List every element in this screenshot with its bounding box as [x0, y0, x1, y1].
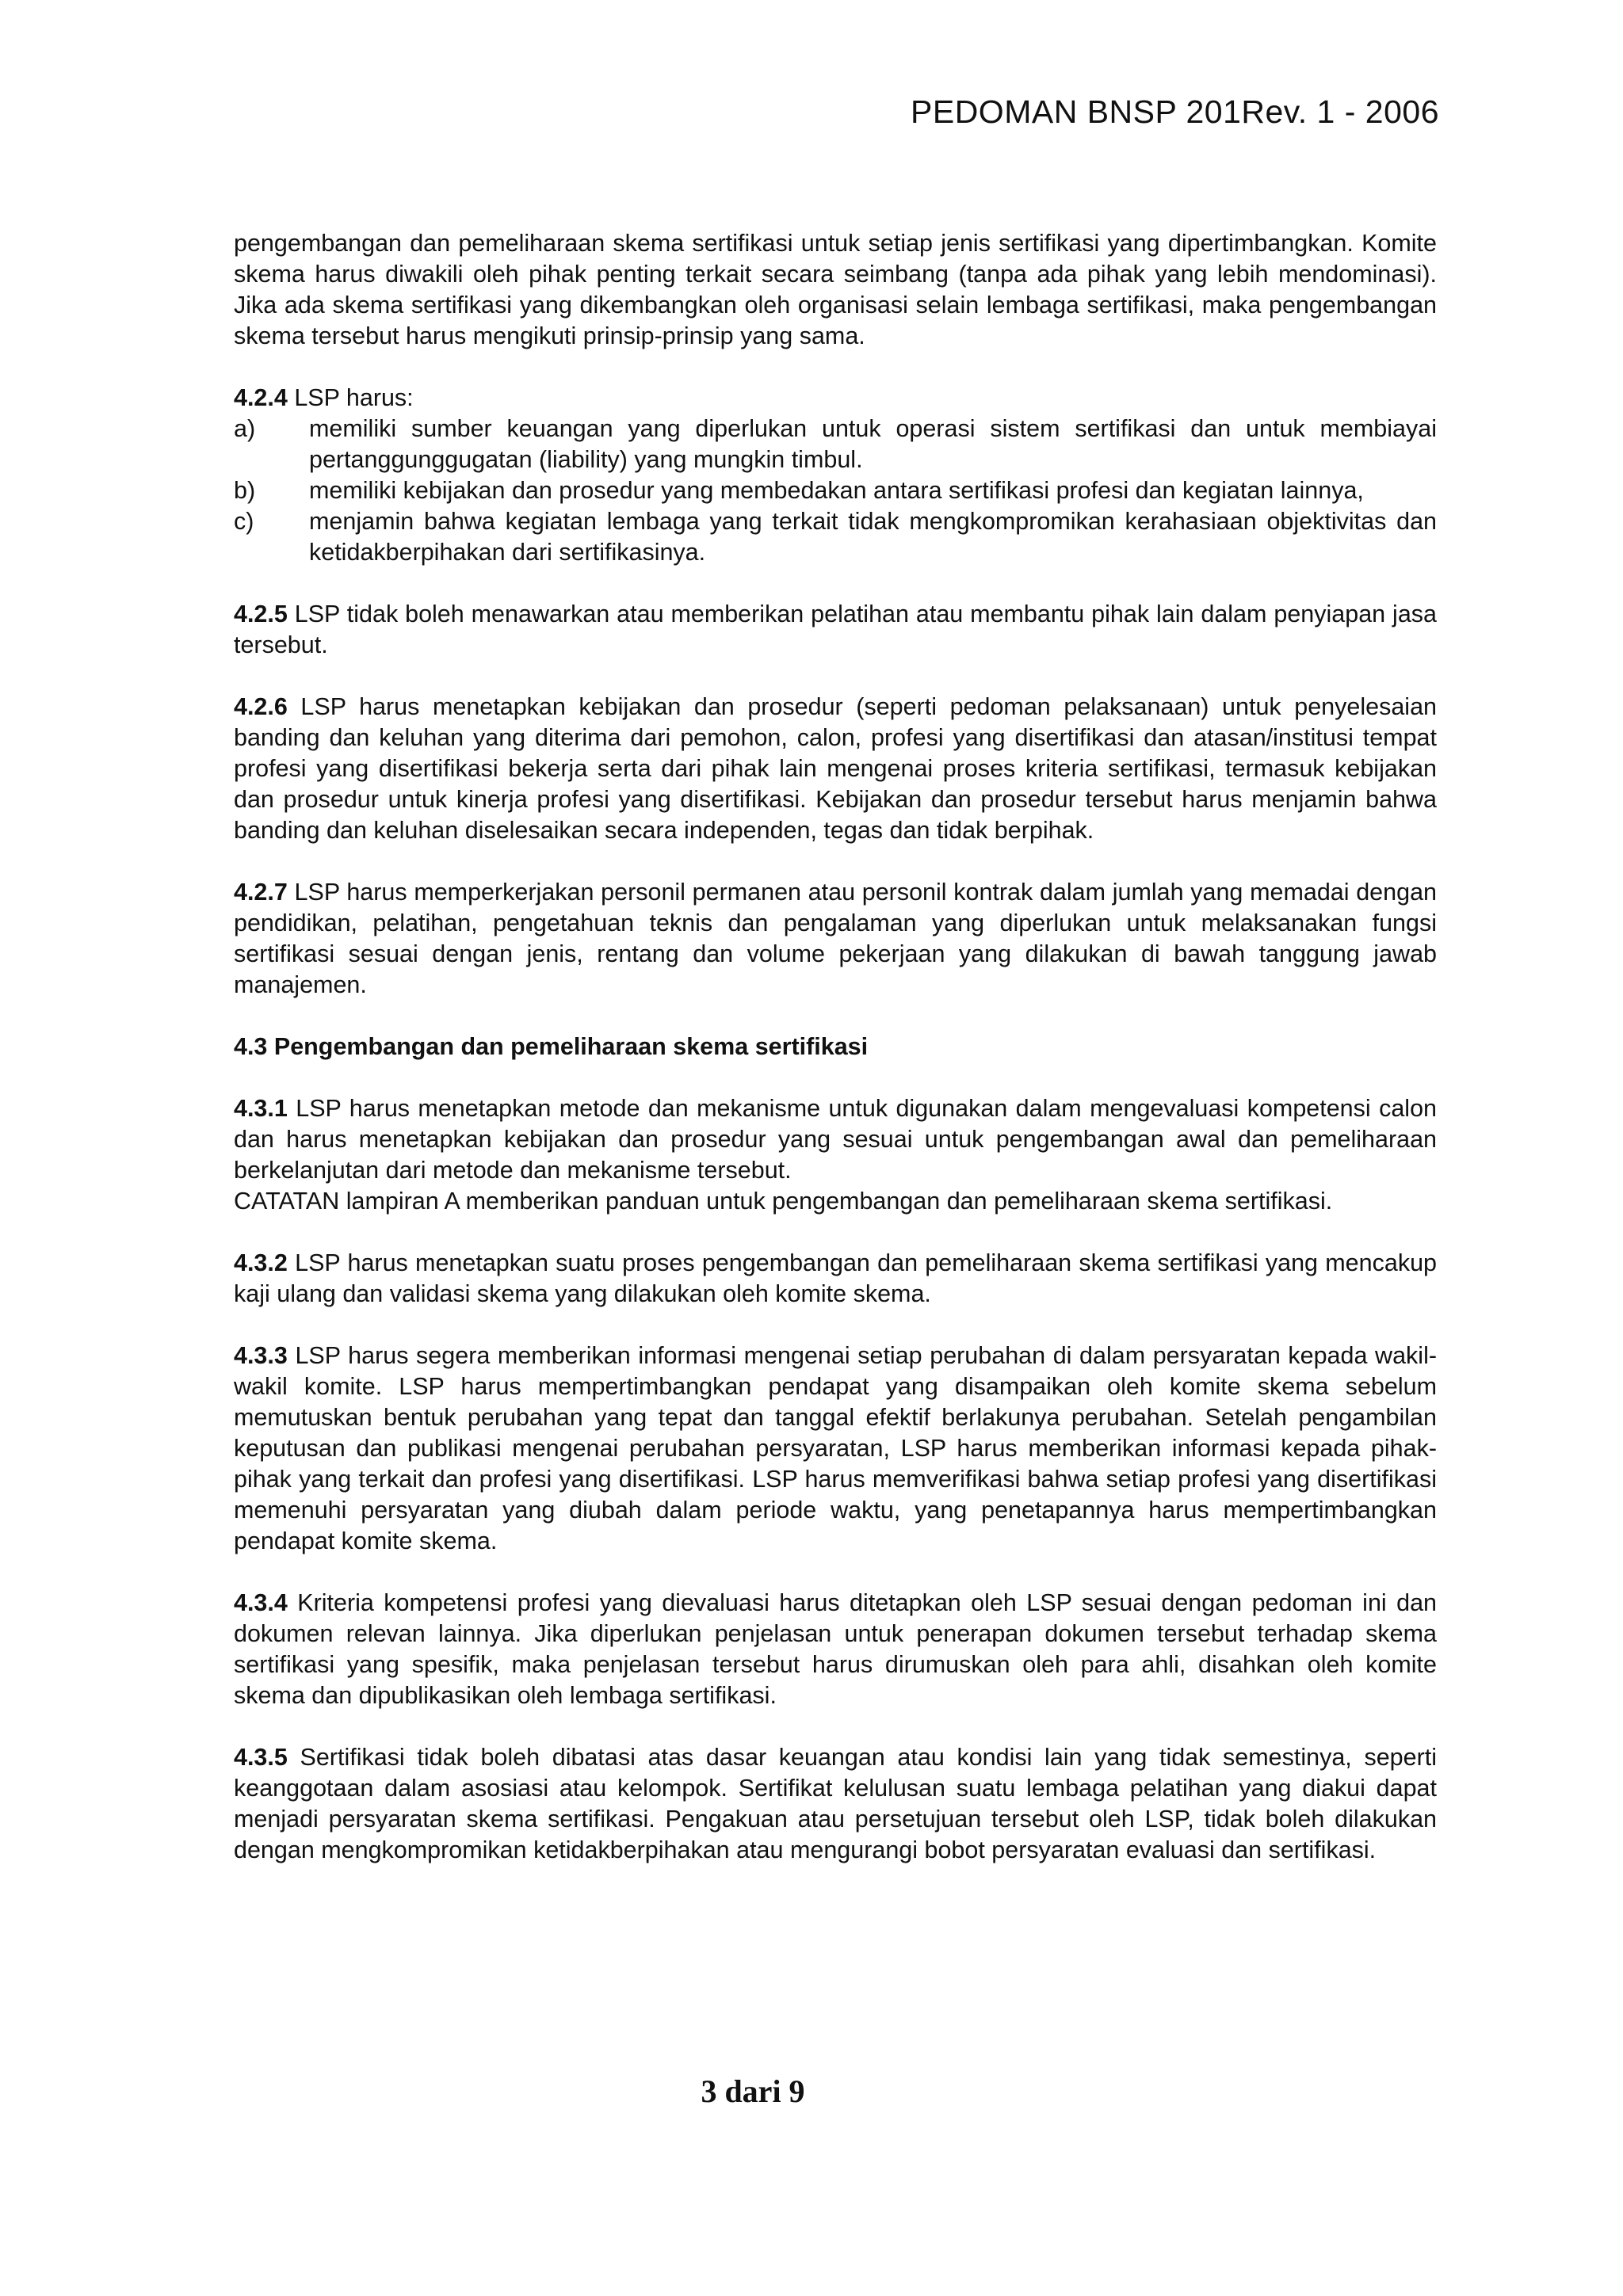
clause-text: LSP harus: [287, 384, 414, 411]
list-item [234, 414, 1437, 475]
document-header: PEDOMAN BNSP 201Rev. 1 - 2006 [911, 93, 1439, 130]
clause-text: LSP harus menetapkan suatu proses pengembangan dan pemeliharaan skema sertifikasi yang mencakup kaji ulang dan validasi skema yang dilakukan oleh komite skema. [234, 1249, 1437, 1307]
clause-number: 4.3.1 [234, 1095, 288, 1122]
document-body [234, 228, 1437, 1866]
list-item [234, 475, 1437, 506]
list-marker: a) [234, 415, 256, 442]
clause-number: 4.3.2 [234, 1249, 288, 1276]
clause-text: LSP harus segera memberikan informasi mengenai setiap perubahan di dalam persyaratan kepada wakil-wakil komite. LSP harus mempertimbangkan pendapat yang disampaikan oleh komite skema sebelum memutuskan bentuk perubahan yang tepat dan tanggal efektif berlakunya perubahan. Setelah pengambilan keputusan dan publikasi mengenai perubahan persyaratan, LSP harus memberikan informasi kepada pihak-pihak yang terkait dan profesi yang disertifikasi. LSP harus memverifikasi bahwa setiap profesi yang disertifikasi memenuhi persyaratan yang diubah dalam periode waktu, yang penetapannya harus mempertimbangkan pendapat komite skema. [234, 1342, 1437, 1554]
clause-number: 4.2.5 [234, 601, 288, 627]
list-marker: b) [234, 477, 256, 504]
page-number: 3 dari 9 [701, 2073, 805, 2109]
clause-text: LSP harus memperkerjakan personil permanen atau personil kontrak dalam jumlah yang memadai dengan pendidikan, pelatihan, pengetahuan teknis dan pengalaman yang diperlukan untuk melaksanakan fungsi sertifikasi sesuai dengan jenis, rentang dan volume pekerjaan yang dilakukan di bawah tanggung jawab manajemen. [234, 879, 1437, 998]
clause-number: 4.2.6 [234, 693, 288, 720]
list-item-text: memiliki kebijakan dan prosedur yang membedakan antara sertifikasi profesi dan kegiatan lainnya, [309, 477, 1364, 504]
list-marker: c) [234, 508, 254, 535]
clause-text: LSP harus menetapkan metode dan mekanisme untuk digunakan dalam mengevaluasi kompetensi calon dan harus menetapkan kebijakan dan prosedur yang sesuai untuk pengembangan awal dan pemeliharaan berkelanjutan dari metode dan mekanisme tersebut. [234, 1095, 1437, 1184]
clause-4-2-5 [234, 599, 1437, 661]
clause-4-2-4-list [234, 414, 1437, 568]
clause-4-3-1 [234, 1093, 1437, 1186]
clause-4-3-2 [234, 1248, 1437, 1310]
list-item-text: menjamin bahwa kegiatan lembaga yang terkait tidak mengkompromikan kerahasiaan objektivitas dan ketidakberpihakan dari sertifikasinya. [309, 508, 1437, 566]
clause-text: Sertifikasi tidak boleh dibatasi atas dasar keuangan atau kondisi lain yang tidak semestinya, seperti keanggotaan dalam asosiasi atau kelompok. Sertifikat kelulusan suatu lembaga pelatihan yang diakui dapat menjadi persyaratan skema sertifikasi. Pengakuan atau persetujuan tersebut oleh LSP, tidak boleh dilakukan dengan mengkompromikan ketidakberpihakan atau mengurangi bobot persyaratan evaluasi dan sertifikasi. [234, 1744, 1437, 1863]
clause-4-3-4 [234, 1588, 1437, 1711]
clause-text: LSP tidak boleh menawarkan atau memberikan pelatihan atau membantu pihak lain dalam penyiapan jasa tersebut. [234, 601, 1437, 658]
clause-number: 4.3.5 [234, 1744, 288, 1771]
clause-4-3-3 [234, 1341, 1437, 1557]
list-item [234, 506, 1437, 568]
clause-number: 4.3.3 [234, 1342, 288, 1369]
clause-number: 4.3.4 [234, 1589, 288, 1616]
section-heading: 4.3 Pengembangan dan pemeliharaan skema sertifikasi [234, 1033, 869, 1060]
clause-text: Kriteria kompetensi profesi yang dievaluasi harus ditetapkan oleh LSP sesuai dengan pedoman ini dan dokumen relevan lainnya. Jika diperlukan penjelasan untuk penerapan dokumen tersebut terhadap skema sertifikasi yang spesifik, maka penjelasan tersebut harus dirumuskan oleh para ahli, disahkan oleh komite skema dan dipublikasikan oleh lembaga sertifikasi. [234, 1589, 1437, 1709]
intro-paragraph: pengembangan dan pemeliharaan skema sertifikasi untuk setiap jenis sertifikasi yang dipertimbangkan. Komite skema harus diwakili oleh pihak penting terkait secara seimbang (tanpa ada pihak yang lebih mendominasi). Jika ada skema sertifikasi yang dikembangkan oleh organisasi selain lembaga sertifikasi, maka pengembangan skema tersebut harus mengikuti prinsip-prinsip yang sama. [234, 230, 1437, 349]
clause-number: 4.2.7 [234, 879, 288, 906]
clause-number: 4.2.4 [234, 384, 288, 411]
clause-4-3-1-note: CATATAN lampiran A memberikan panduan untuk pengembangan dan pemeliharaan skema sertifikasi. [234, 1188, 1333, 1215]
clause-4-2-7 [234, 877, 1437, 1001]
clause-4-2-4 [234, 383, 1437, 414]
clause-4-2-6 [234, 692, 1437, 846]
list-item-text: memiliki sumber keuangan yang diperlukan untuk operasi sistem sertifikasi dan untuk membiayai pertanggunggugatan (liability) yang mungkin timbul. [309, 415, 1437, 473]
clause-text: LSP harus menetapkan kebijakan dan prosedur (seperti pedoman pelaksanaan) untuk penyelesaian banding dan keluhan yang diterima dari pemohon, calon, profesi yang disertifikasi dan atasan/institusi tempat profesi yang disertifikasi bekerja serta dari pihak lain mengenai proses kriteria sertifikasi, termasuk kebijakan dan prosedur untuk kinerja profesi yang disertifikasi. Kebijakan dan prosedur tersebut harus menjamin bahwa banding dan keluhan diselesaikan secara independen, tegas dan tidak berpihak. [234, 693, 1437, 844]
clause-4-3-5 [234, 1742, 1437, 1866]
